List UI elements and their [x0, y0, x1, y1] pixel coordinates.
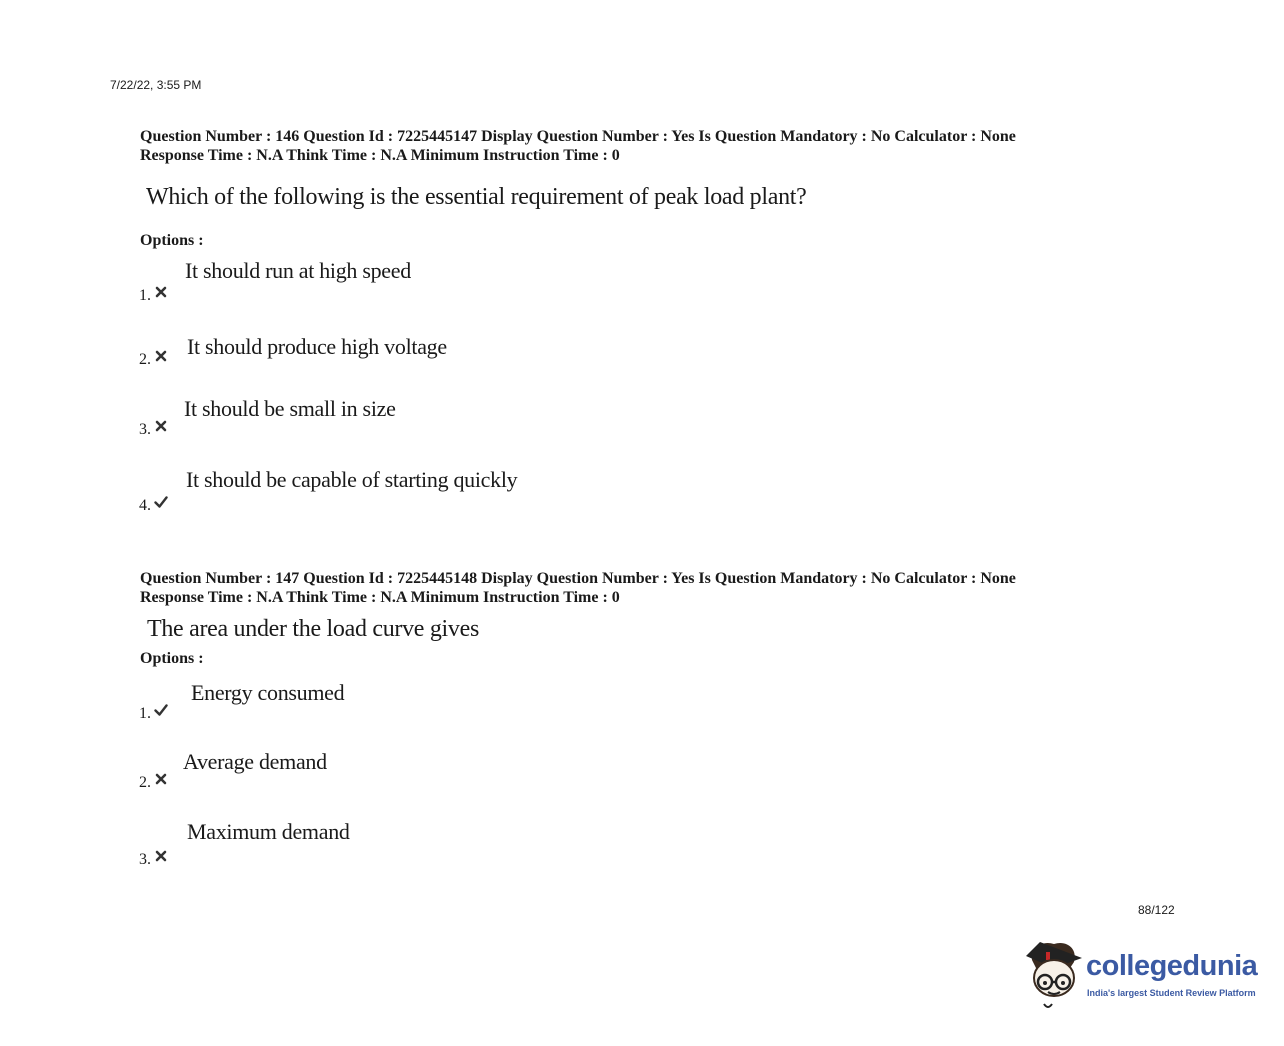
options-label: Options :	[140, 650, 204, 667]
option-number-label: 1.	[139, 705, 151, 722]
option-number-label: 2.	[139, 351, 151, 368]
option-text: It should produce high voltage	[187, 334, 447, 359]
cross-icon	[154, 772, 168, 786]
option-number	[139, 849, 168, 869]
option-number	[139, 772, 168, 792]
option-text: Average demand	[183, 749, 327, 774]
print-timestamp: 7/22/22, 3:55 PM	[110, 78, 202, 92]
option-text: It should run at high speed	[185, 258, 411, 283]
options-label: Options :	[140, 232, 204, 249]
cross-icon	[154, 349, 168, 363]
collegedunia-mascot-icon	[1024, 938, 1086, 1010]
page-number: 88/122	[1138, 903, 1175, 917]
cross-icon	[154, 285, 168, 299]
question-146-text: Which of the following is the essential requirement of peak load plant?	[146, 184, 807, 210]
collegedunia-tagline: India's largest Student Review Platform	[1087, 988, 1256, 998]
option-text: Energy consumed	[191, 680, 345, 705]
option-number	[139, 703, 168, 723]
question-147-meta	[140, 569, 1016, 607]
check-icon	[154, 703, 168, 717]
option-number-label: 2.	[139, 774, 151, 791]
cross-icon	[154, 419, 168, 433]
option-number	[139, 349, 168, 369]
option-number-label: 1.	[139, 287, 151, 304]
question-meta-line-2: Response Time : N.A Think Time : N.A Minimum Instruction Time : 0	[140, 147, 620, 164]
cross-icon	[154, 849, 168, 863]
option-number	[139, 285, 168, 305]
question-meta-line-1: Question Number : 146 Question Id : 7225445147 Display Question Number : Yes Is Question Mandatory : No Calculator : None	[140, 128, 1016, 145]
option-number	[139, 419, 168, 439]
option-number-label: 3.	[139, 421, 151, 438]
option-text: It should be capable of starting quickly	[186, 467, 518, 492]
option-text: It should be small in size	[184, 396, 396, 421]
option-text: Maximum demand	[187, 819, 350, 844]
option-number-label: 4.	[139, 497, 151, 514]
question-146-meta	[140, 127, 1016, 165]
question-147-text: The area under the load curve gives	[147, 616, 480, 642]
option-number-label: 3.	[139, 851, 151, 868]
check-icon	[154, 495, 168, 509]
question-meta-line-2: Response Time : N.A Think Time : N.A Minimum Instruction Time : 0	[140, 589, 620, 606]
collegedunia-logo-text: collegedunia	[1086, 950, 1258, 982]
question-meta-line-1: Question Number : 147 Question Id : 7225445148 Display Question Number : Yes Is Question Mandatory : No Calculator : None	[140, 570, 1016, 587]
option-number	[139, 495, 168, 515]
